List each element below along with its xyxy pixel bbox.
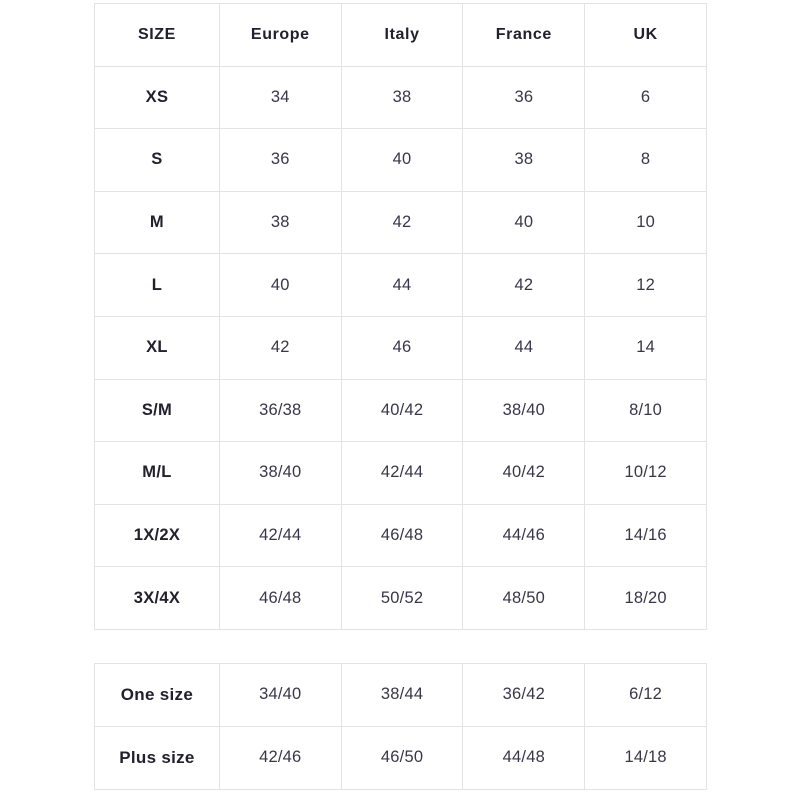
- row-label: 1X/2X: [95, 504, 220, 567]
- cell-uk: 14: [585, 316, 707, 379]
- column-header-france: France: [463, 4, 585, 67]
- table-row: [95, 504, 707, 567]
- size-chart-page: [0, 3, 800, 803]
- cell-europe: 40: [219, 254, 341, 317]
- table-row: [95, 129, 707, 192]
- cell-italy: 46/48: [341, 504, 463, 567]
- cell-uk: 8: [585, 129, 707, 192]
- cell-italy: 46/50: [341, 726, 463, 789]
- cell-europe: 38: [219, 191, 341, 254]
- cell-italy: 38/44: [341, 663, 463, 726]
- cell-uk: 18/20: [585, 567, 707, 630]
- cell-uk: 10: [585, 191, 707, 254]
- row-label: 3X/4X: [95, 567, 220, 630]
- cell-europe: 46/48: [219, 567, 341, 630]
- cell-italy: 44: [341, 254, 463, 317]
- row-label: One size: [95, 663, 220, 726]
- cell-italy: 40/42: [341, 379, 463, 442]
- cell-europe: 36: [219, 129, 341, 192]
- cell-uk: 14/16: [585, 504, 707, 567]
- cell-france: 48/50: [463, 567, 585, 630]
- cell-france: 38: [463, 129, 585, 192]
- cell-italy: 42: [341, 191, 463, 254]
- cell-france: 36: [463, 66, 585, 129]
- column-header-europe: Europe: [219, 4, 341, 67]
- table-row: [95, 567, 707, 630]
- cell-europe: 36/38: [219, 379, 341, 442]
- row-label: M/L: [95, 442, 220, 505]
- cell-europe: 38/40: [219, 442, 341, 505]
- row-label: L: [95, 254, 220, 317]
- cell-italy: 50/52: [341, 567, 463, 630]
- cell-italy: 40: [341, 129, 463, 192]
- cell-europe: 42/46: [219, 726, 341, 789]
- standard-size-table: [94, 3, 707, 630]
- row-label: M: [95, 191, 220, 254]
- table-row: [95, 663, 707, 726]
- column-header-italy: Italy: [341, 4, 463, 67]
- cell-uk: 6/12: [585, 663, 707, 726]
- cell-uk: 10/12: [585, 442, 707, 505]
- table-row: [95, 316, 707, 379]
- column-header-uk: UK: [585, 4, 707, 67]
- row-label: XS: [95, 66, 220, 129]
- cell-france: 38/40: [463, 379, 585, 442]
- table-row: [95, 66, 707, 129]
- row-label: XL: [95, 316, 220, 379]
- row-label: S/M: [95, 379, 220, 442]
- cell-italy: 42/44: [341, 442, 463, 505]
- cell-europe: 34/40: [219, 663, 341, 726]
- cell-europe: 34: [219, 66, 341, 129]
- table-row: [95, 442, 707, 505]
- cell-france: 40/42: [463, 442, 585, 505]
- row-label: S: [95, 129, 220, 192]
- combined-size-table: [94, 663, 707, 790]
- cell-france: 42: [463, 254, 585, 317]
- cell-uk: 8/10: [585, 379, 707, 442]
- cell-europe: 42: [219, 316, 341, 379]
- row-label: Plus size: [95, 726, 220, 789]
- table-row: [95, 254, 707, 317]
- cell-uk: 6: [585, 66, 707, 129]
- table-row: [95, 726, 707, 789]
- cell-uk: 12: [585, 254, 707, 317]
- table-row: [95, 191, 707, 254]
- cell-italy: 46: [341, 316, 463, 379]
- cell-uk: 14/18: [585, 726, 707, 789]
- cell-france: 44: [463, 316, 585, 379]
- cell-italy: 38: [341, 66, 463, 129]
- table-row: [95, 379, 707, 442]
- cell-europe: 42/44: [219, 504, 341, 567]
- cell-france: 44/46: [463, 504, 585, 567]
- cell-france: 36/42: [463, 663, 585, 726]
- cell-france: 40: [463, 191, 585, 254]
- table-header-row: [95, 4, 707, 67]
- column-header-size: SIZE: [95, 4, 220, 67]
- cell-france: 44/48: [463, 726, 585, 789]
